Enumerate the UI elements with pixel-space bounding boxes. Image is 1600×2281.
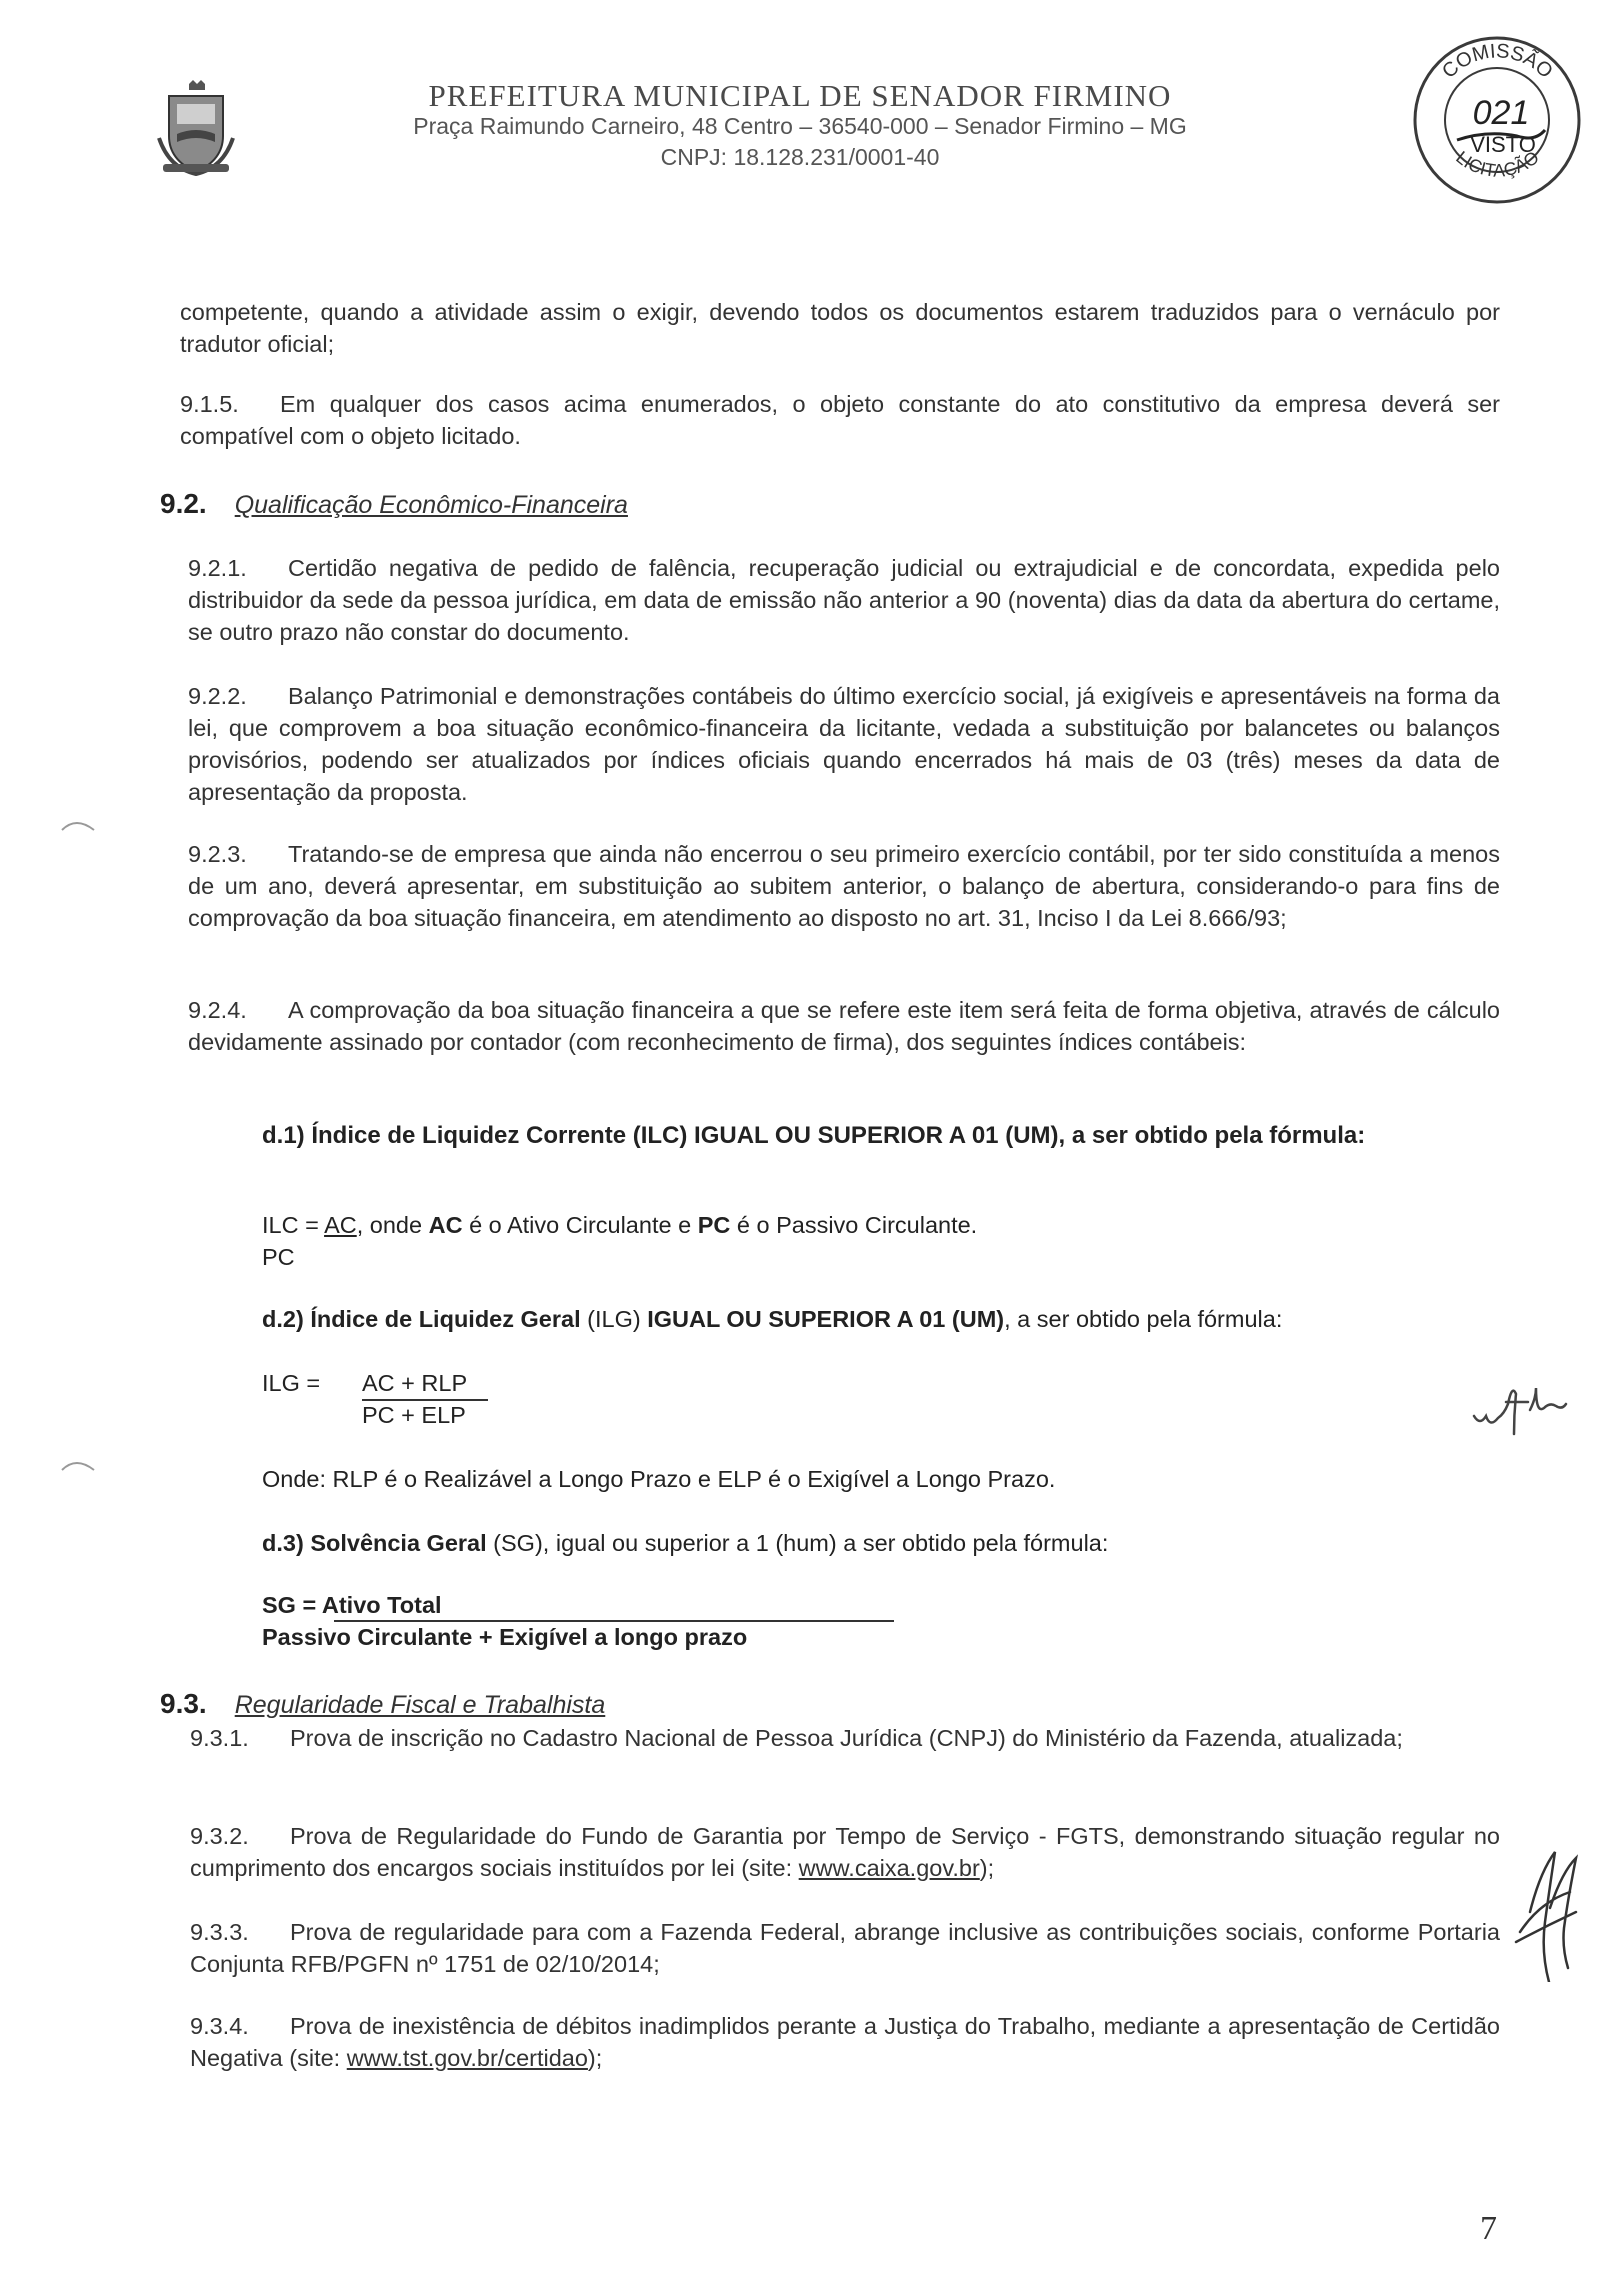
ilc-term: PC <box>697 1212 731 1238</box>
item-label: d.1) <box>262 1122 305 1149</box>
tst-link[interactable]: www.tst.gov.br/certidao <box>346 2045 588 2071</box>
section-number: 9.2. <box>160 488 207 519</box>
paragraph-continuation: competente, quando a atividade assim o exigir, devendo todos os documentos estarem traduzidos para o vernáculo por tradutor oficial; <box>180 299 1500 357</box>
stamp-visto: VISTO <box>1470 132 1536 157</box>
punch-mark <box>58 812 98 836</box>
ilg-numerator: AC + RLP <box>362 1370 468 1396</box>
caixa-link[interactable]: www.caixa.gov.br <box>798 1855 980 1881</box>
ilc-term: AC <box>428 1212 463 1238</box>
paragraph-9-3-4 <box>190 2010 1500 2074</box>
paragraph-9-1-5 <box>180 388 1500 452</box>
item-text: IGUAL OU SUPERIOR A 01 (UM) <box>647 1306 1005 1332</box>
clause-number: 9.2.3. <box>188 841 247 867</box>
ilc-text: é o Ativo Circulante e <box>462 1212 698 1238</box>
clause-text: Prova de inexistência de débitos inadimplidos perante a Justiça do Trabalho, mediante a apresentação de Certidão Negativa (site: <box>190 2013 1500 2071</box>
ilg-denominator: PC + ELP <box>362 1402 466 1428</box>
paragraph-9-2-2 <box>188 680 1500 808</box>
item-text: Solvência Geral <box>310 1530 487 1556</box>
page-number: 7 <box>1480 2210 1497 2247</box>
stamp-bottom-text: LICITAÇÃO <box>1452 147 1543 181</box>
clause-number: 9.1.5. <box>180 391 239 417</box>
ilc-text: , onde <box>356 1212 429 1238</box>
paragraph-9-3-1 <box>190 1722 1500 1754</box>
clause-text: Tratando-se de empresa que ainda não encerrou o seu primeiro exercício contábil, por ter sido constituída a menos de um ano, deverá apresentar, em substituição ao subitem anterior, o balanço de abertura, considerando-o para fins de comprovação da boa situação financeira, em atendimento ao disposto no art. 31, Inciso I da Lei 8.666/93; <box>188 841 1500 931</box>
sg-fraction-line <box>334 1620 894 1622</box>
section-title: Regularidade Fiscal e Trabalhista <box>234 1691 606 1719</box>
clause-text: Balanço Patrimonial e demonstrações contábeis do último exercício social, já exigíveis e apresentáveis na forma da lei, que comprovem a boa situação econômico-financeira da licitante, vedada a substituição por balancetes ou balanços provisórios, podendo ser atualizados por índices oficiais quando encerrados há mais de 03 (três) meses da data de apresentação da proposta. <box>188 683 1500 805</box>
sg-formula <box>262 1592 442 1619</box>
clause-text: Certidão negativa de pedido de falência, recuperação judicial ou extrajudicial e de concordata, expedida pelo distribuidor da sede da pessoa jurídica, em data de emissão não anterior a 90 (noventa) dias da data da abertura do certame, se outro prazo não constar do documento. <box>188 555 1500 645</box>
paragraph-9-2-4 <box>188 994 1500 1058</box>
clause-text: Em qualquer dos casos acima enumerados, o objeto constante do ato constitutivo da empresa deverá ser compatível com o objeto licitado. <box>180 391 1500 449</box>
ilc-formula <box>262 1212 977 1239</box>
paragraph-9-3-2 <box>190 1820 1500 1884</box>
item-text: , a ser obtido pela fórmula: <box>1004 1306 1283 1332</box>
clause-number: 9.3.2. <box>190 1823 249 1849</box>
paragraph-9-2-3 <box>188 838 1500 934</box>
section-title: Qualificação Econômico-Financeira <box>234 491 628 519</box>
sg-denominator: Passivo Circulante + Exigível a longo prazo <box>262 1624 748 1650</box>
clause-text: Prova de inscrição no Cadastro Nacional de Pessoa Jurídica (CNPJ) do Ministério da Fazenda, atualizada; <box>290 1725 1403 1751</box>
handwritten-initials-signature <box>1470 1370 1570 1450</box>
ilc-label: ILC = <box>262 1212 325 1238</box>
item-text: (SG), igual ou superior a 1 (hum) a ser obtido pela fórmula: <box>486 1530 1109 1556</box>
clause-number: 9.2.2. <box>188 683 247 709</box>
svg-text:COMISSÃO <box>1438 40 1557 83</box>
ilc-denominator: PC <box>262 1244 295 1270</box>
sg-label: SG = <box>262 1592 322 1618</box>
header-address: Praça Raimundo Carneiro, 48 Centro – 36540-000 – Senador Firmino – MG <box>413 113 1187 139</box>
ilg-definition: Onde: RLP é o Realizável a Longo Prazo e ELP é o Exigível a Longo Prazo. <box>262 1466 1056 1492</box>
ilc-numerator: AC <box>324 1212 357 1238</box>
clause-number: 9.3.3. <box>190 1919 249 1945</box>
commission-stamp <box>1405 28 1590 213</box>
header-cnpj: CNPJ: 18.128.231/0001-40 <box>660 144 940 170</box>
clause-number: 9.2.4. <box>188 997 247 1023</box>
item-d1 <box>262 1120 1500 1152</box>
header-title: PREFEITURA MUNICIPAL DE SENADOR FIRMINO <box>428 78 1172 113</box>
clause-number: 9.3.1. <box>190 1725 249 1751</box>
ilc-text: é o Passivo Circulante. <box>730 1212 978 1238</box>
clause-text: Prova de regularidade para com a Fazenda Federal, abrange inclusive as contribuições sociais, conforme Portaria Conjunta RFB/PGFN nº 1751 de 02/10/2014; <box>190 1919 1500 1977</box>
clause-text: ); <box>587 2045 603 2071</box>
section-9-2-heading <box>160 488 628 520</box>
clause-text: ); <box>979 1855 995 1881</box>
punch-mark <box>58 1452 98 1476</box>
ilg-label: ILG = <box>262 1370 321 1396</box>
clause-number: 9.2.1. <box>188 555 247 581</box>
item-text: Índice de Liquidez Corrente (ILC) IGUAL OU SUPERIOR A 01 (UM), a ser obtido pela fórmula: <box>311 1122 1366 1149</box>
ilg-fraction-line <box>362 1399 488 1401</box>
item-text: Índice de Liquidez Geral <box>310 1306 581 1332</box>
clause-text: Prova de Regularidade do Fundo de Garantia por Tempo de Serviço - FGTS, demonstrando situação regular no cumprimento dos encargos sociais instituídos por lei (site: <box>190 1823 1500 1881</box>
stamp-top-text: COMISSÃO <box>1438 40 1557 83</box>
paragraph-9-3-3 <box>190 1916 1500 1980</box>
item-text: (ILG) <box>580 1306 648 1332</box>
item-d3 <box>262 1530 1108 1557</box>
handwritten-rubric-signature <box>1510 1842 1600 1982</box>
stamp-number: 021 <box>1472 94 1530 132</box>
clause-number: 9.3.4. <box>190 2013 249 2039</box>
section-number: 9.3. <box>160 1688 207 1719</box>
sg-numerator: Ativo Total <box>321 1592 442 1618</box>
paragraph-9-2-1 <box>188 552 1500 648</box>
item-label: d.2) <box>262 1306 304 1332</box>
item-label: d.3) <box>262 1530 304 1556</box>
clause-text: A comprovação da boa situação financeira a que se refere este item será feita de forma objetiva, através de cálculo devidamente assinado por contador (com reconhecimento de firma), dos seguintes índices contábeis: <box>188 997 1500 1055</box>
item-d2 <box>262 1306 1282 1333</box>
section-9-3-heading <box>160 1688 605 1720</box>
